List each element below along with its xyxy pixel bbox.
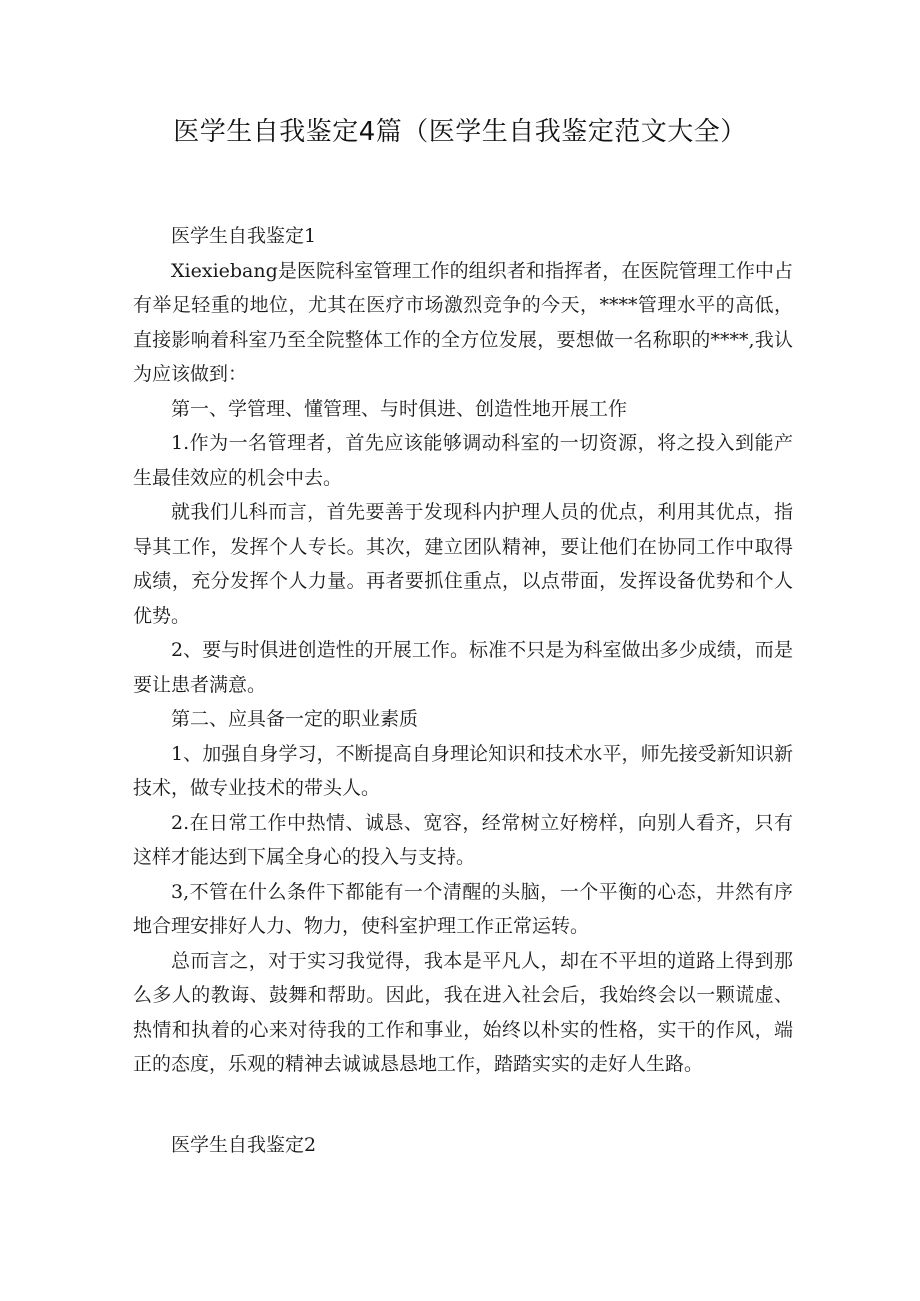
body-paragraph: 2、要与时俱进创造性的开展工作。标准不只是为科室做出多少成绩，而是要让患者满意。 (133, 639, 793, 696)
body-paragraph: 就我们儿科而言，首先要善于发现科内护理人员的优点，利用其优点，指导其工作，发挥个人专长。其次，建立团队精神，要让他们在协同工作中取得成绩，充分发挥个人力量。再者要抓住重点，以点带面，发挥设备优势和个人优势。 (133, 501, 793, 627)
document-body (133, 219, 793, 1162)
subheading: 第二、应具备一定的职业素质 (171, 708, 419, 730)
body-paragraph: Xiexiebang是医院科室管理工作的组织者和指挥者，在医院管理工作中占有举足轻重的地位，尤其在医疗市场激烈竞争的今天，****管理水平的高低，直接影响着科室乃至全院整体工作的全方位发展，要想做一名称职的****,我认为应该做到： (133, 259, 793, 385)
section-heading: 医学生自我鉴定2 (171, 1133, 317, 1156)
body-paragraph: 3,不管在什么条件下都能有一个清醒的头脑，一个平衡的心态，井然有序地合理安排好人力、物力，使科室护理工作正常运转。 (133, 880, 793, 937)
body-paragraph: 总而言之，对于实习我觉得，我本是平凡人，却在不平坦的道路上得到那么多人的教诲、鼓舞和帮助。因此，我在进入社会后，我始终会以一颗谎虚、热情和执着的心来对待我的工作和事业，始终以朴实的性格，实干的作风，端正的态度，乐观的精神去诚诚恳恳地工作，踏踏实实的走好人生路。 (133, 949, 793, 1075)
section-heading: 医学生自我鉴定1 (171, 225, 317, 247)
subheading: 第一、学管理、懂管理、与时俱进、创造性地开展工作 (171, 397, 628, 420)
body-paragraph: 1.作为一名管理者，首先应该能够调动科室的一切资源，将之投入到能产生最佳效应的机会中去。 (133, 432, 793, 489)
body-paragraph: 1、加强自身学习，不断提高自身理论知识和技术水平，师先接受新知识新技术，做专业技术的带头人。 (133, 742, 793, 799)
body-paragraph: 2.在日常工作中热情、诚恳、宽容，经常树立好榜样，向别人看齐，只有这样才能达到下属全身心的投入与支持。 (133, 811, 793, 868)
document-title: 医学生自我鉴定4篇（医学生自我鉴定范文大全） (173, 117, 747, 147)
